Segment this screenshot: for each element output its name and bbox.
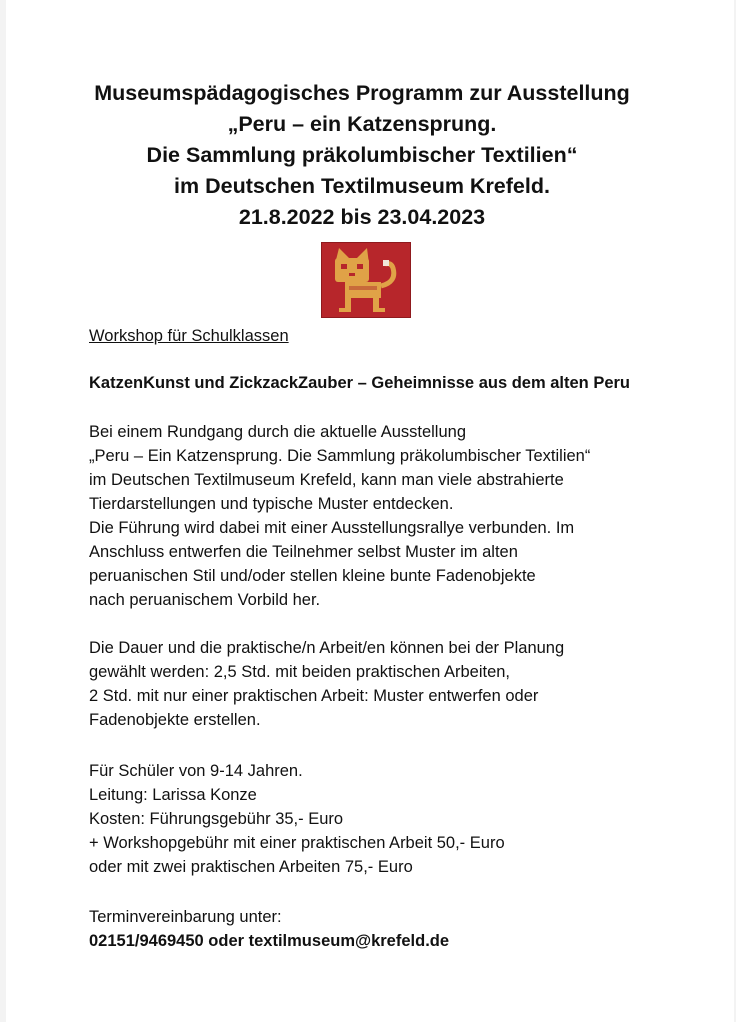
paragraph-line: oder mit zwei praktischen Arbeiten 75,- Euro bbox=[89, 858, 413, 876]
document-title bbox=[0, 78, 730, 233]
paragraph-line: peruanischen Stil und/oder stellen kleine bunte Fadenobjekte bbox=[89, 567, 536, 585]
paragraph-line: „Peru – Ein Katzensprung. Die Sammlung präkolumbischer Textilien“ bbox=[89, 447, 591, 465]
paragraph-line: Kosten: Führungsgebühr 35,- Euro bbox=[89, 810, 344, 828]
paragraph-line: Bei einem Rundgang durch die aktuelle Ausstellung bbox=[89, 423, 467, 441]
paragraph-line: nach peruanischem Vorbild her. bbox=[89, 591, 321, 609]
duration-paragraph bbox=[89, 636, 689, 732]
title-line: im Deutschen Textilmuseum Krefeld. bbox=[174, 174, 550, 198]
description-paragraph bbox=[89, 420, 689, 612]
paragraph-line: gewählt werden: 2,5 Std. mit beiden praktischen Arbeiten, bbox=[89, 663, 510, 681]
paragraph-line: + Workshopgebühr mit einer praktischen Arbeit 50,- Euro bbox=[89, 834, 505, 852]
title-line: Museumspädagogisches Programm zur Ausstellung bbox=[94, 81, 630, 105]
paragraph-line: Fadenobjekte erstellen. bbox=[89, 711, 261, 729]
title-line: „Peru – ein Katzensprung. bbox=[227, 112, 497, 136]
paragraph-line: Die Dauer und die praktische/n Arbeit/en können bei der Planung bbox=[89, 639, 565, 657]
cat-textile-icon bbox=[321, 242, 411, 318]
title-line: Die Sammlung präkolumbischer Textilien“ bbox=[146, 143, 578, 167]
title-line: 21.8.2022 bis 23.04.2023 bbox=[238, 205, 486, 229]
paragraph-line: 2 Std. mit nur einer praktischen Arbeit: Muster entwerfen oder bbox=[89, 687, 539, 705]
paragraph-line: Anschluss entwerfen die Teilnehmer selbst Muster im alten bbox=[89, 543, 518, 561]
paragraph-line: Tierdarstellungen und typische Muster entdecken. bbox=[89, 495, 454, 513]
workshop-subtitle: KatzenKunst und ZickzackZauber – Geheimnisse aus dem alten Peru bbox=[89, 374, 630, 392]
details-paragraph bbox=[89, 759, 689, 879]
paragraph-line: im Deutschen Textilmuseum Krefeld, kann man viele abstrahierte bbox=[89, 471, 564, 489]
workshop-heading: Workshop für Schulklassen bbox=[89, 327, 289, 345]
paragraph-line: Für Schüler von 9-14 Jahren. bbox=[89, 762, 303, 780]
contact-value: 02151/9469450 oder textilmuseum@krefeld.de bbox=[89, 932, 450, 950]
paragraph-line: Die Führung wird dabei mit einer Ausstellungsrallye verbunden. Im bbox=[89, 519, 575, 537]
contact-label: Terminvereinbarung unter: bbox=[89, 908, 282, 926]
paragraph-line: Leitung: Larissa Konze bbox=[89, 786, 257, 804]
